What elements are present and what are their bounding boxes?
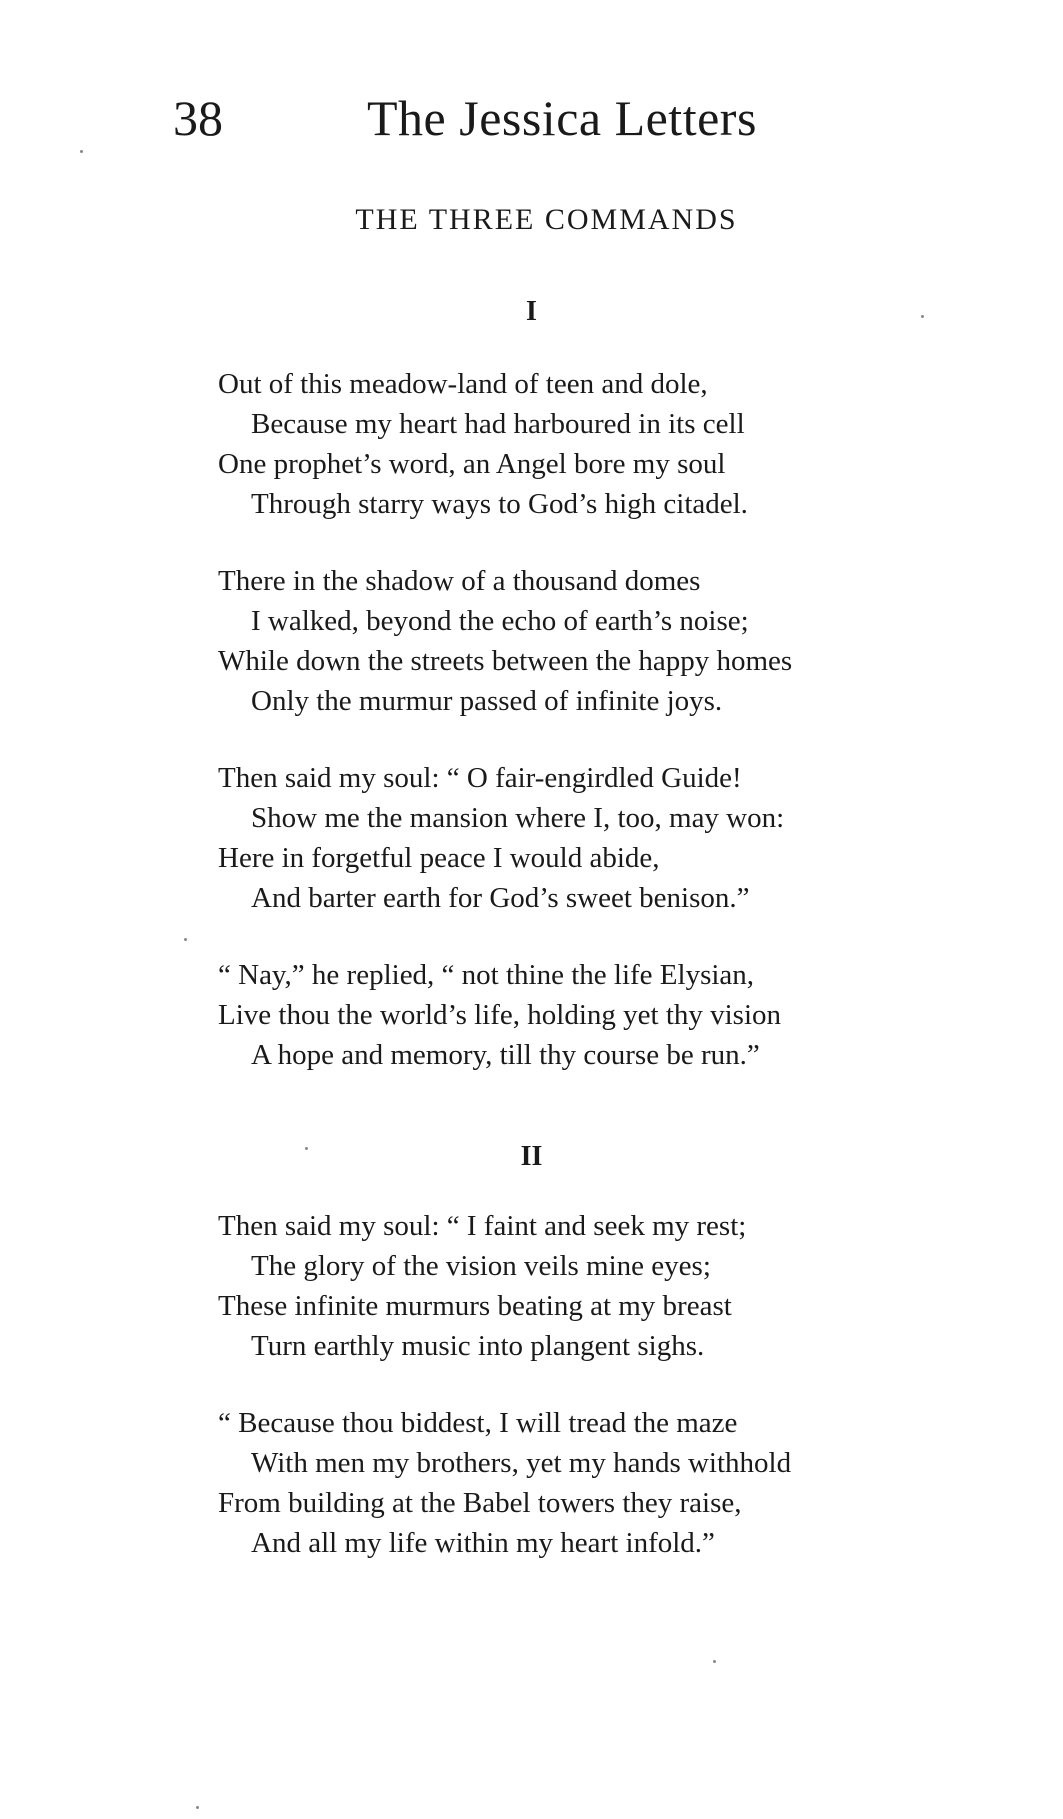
section-numeral-2: II: [520, 1141, 543, 1172]
verse-line: Then said my soul: “ I faint and seek my rest;: [218, 1210, 747, 1242]
poem-title: [0, 202, 1063, 238]
verse-line: And barter earth for God’s sweet benison.”: [251, 882, 750, 914]
running-title: The Jessica Letters: [367, 90, 757, 146]
section-numeral-1: I: [526, 296, 537, 327]
scan-speck: [196, 1806, 199, 1809]
verse-line: Out of this meadow-land of teen and dole,: [218, 368, 708, 400]
verse-line: These infinite murmurs beating at my breast: [218, 1290, 732, 1322]
verse-line: While down the streets between the happy homes: [218, 645, 793, 677]
verse-line: From building at the Babel towers they raise,: [218, 1487, 742, 1519]
verse-line: Live thou the world’s life, holding yet thy vision: [218, 999, 782, 1031]
verse-line: Then said my soul: “ O fair-engirdled Guide!: [218, 762, 742, 794]
verse-line: There in the shadow of a thousand domes: [218, 565, 701, 597]
verse-line: Only the murmur passed of infinite joys.: [251, 685, 723, 717]
scan-speck: [713, 1660, 716, 1663]
verse-line: “ Nay,” he replied, “ not thine the life Elysian,: [218, 959, 755, 991]
verse-line: And all my life within my heart infold.”: [251, 1527, 715, 1559]
scan-speck: [80, 150, 83, 153]
verse-line: The glory of the vision veils mine eyes;: [251, 1250, 711, 1282]
page-number: 38: [173, 90, 223, 146]
verse-line: Show me the mansion where I, too, may won:: [251, 802, 785, 834]
verse-line: One prophet’s word, an Angel bore my soul: [218, 448, 726, 480]
verse-line: Through starry ways to God’s high citadel.: [251, 488, 748, 520]
scan-speck: [921, 315, 924, 318]
poem-title-text: THE THREE COMMANDS: [355, 203, 738, 236]
verse-line: A hope and memory, till thy course be run.”: [251, 1039, 760, 1071]
verse-line: Turn earthly music into plangent sighs.: [251, 1330, 705, 1362]
page-header: [0, 88, 1063, 158]
scan-speck: [184, 938, 187, 941]
verse-line: I walked, beyond the echo of earth’s noise;: [251, 605, 749, 637]
verse-line: Here in forgetful peace I would abide,: [218, 842, 660, 874]
verse-line: “ Because thou biddest, I will tread the maze: [218, 1407, 738, 1439]
verse-line: With men my brothers, yet my hands withhold: [251, 1447, 792, 1479]
verse-line: Because my heart had harboured in its cell: [251, 408, 745, 440]
scan-speck: [305, 1147, 308, 1150]
